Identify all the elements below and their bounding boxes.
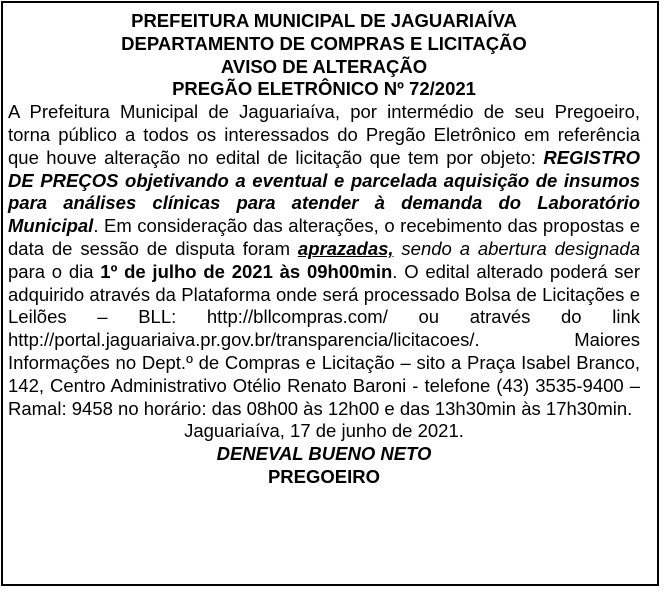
body-session-date: 1º de julho de 2021 às 09h00min xyxy=(100,260,393,282)
header-notice-type: AVISO DE ALTERAÇÃO xyxy=(220,55,428,77)
footer-signatory-role: PREGOEIRO xyxy=(267,465,381,487)
body-opening: sendo a abertura designada xyxy=(393,237,641,259)
body-details: . O edital alterado poderá ser adquirido através da Plataforma onde será processado Bolsa de Licitações e Leilões – BLL: http://bllcompras.com/ ou através do link http://portal.jaguariaiva.pr.gov.br/transparencia/licitacoes/. Maiores Informações no Dept.º de Compras e Licitação – sito a Praça Isabel Branco, 142, Centro Administrativo Otélio Renato Baroni - telefone (43) 3535-9400 – Ramal: 9458 no horário: das 08h00 às 12h00 e das 13h30min às 17h30min. xyxy=(8,260,640,419)
body-for-day: para o dia xyxy=(8,260,101,282)
notice-footer xyxy=(8,420,640,488)
notice-body xyxy=(8,101,640,420)
body-changes: . Em consideração das alterações, o recebimento das propostas e data de sessão de disputa foram xyxy=(8,215,640,259)
header-department: DEPARTAMENTO DE COMPRAS E LICITAÇÃO xyxy=(121,32,527,54)
header-auction-number: PREGÃO ELETRÔNICO Nº 72/2021 xyxy=(172,78,476,100)
notice-header xyxy=(8,10,640,101)
footer-place-date: Jaguariaíva, 17 de junho de 2021. xyxy=(184,420,464,442)
header-municipality: PREFEITURA MUNICIPAL DE JAGUARIAÍVA xyxy=(131,10,517,31)
footer-signatory-name: DENEVAL BUENO NETO xyxy=(216,443,432,465)
body-rescheduled: aprazadas, xyxy=(297,237,394,259)
notice-content xyxy=(8,10,640,489)
body-object: REGISTRO DE PREÇOS objetivando a eventual e parcelada aquisição de insumos para análises clínicas para atender à demanda do Laboratório Municipal xyxy=(8,146,640,237)
body-intro: A Prefeitura Municipal de Jaguariaíva, por intermédio de seu Pregoeiro, torna público a todos os interessados do Pregão Eletrônico em referência que houve alteração no edital de licitação que tem por objeto: xyxy=(8,101,640,168)
